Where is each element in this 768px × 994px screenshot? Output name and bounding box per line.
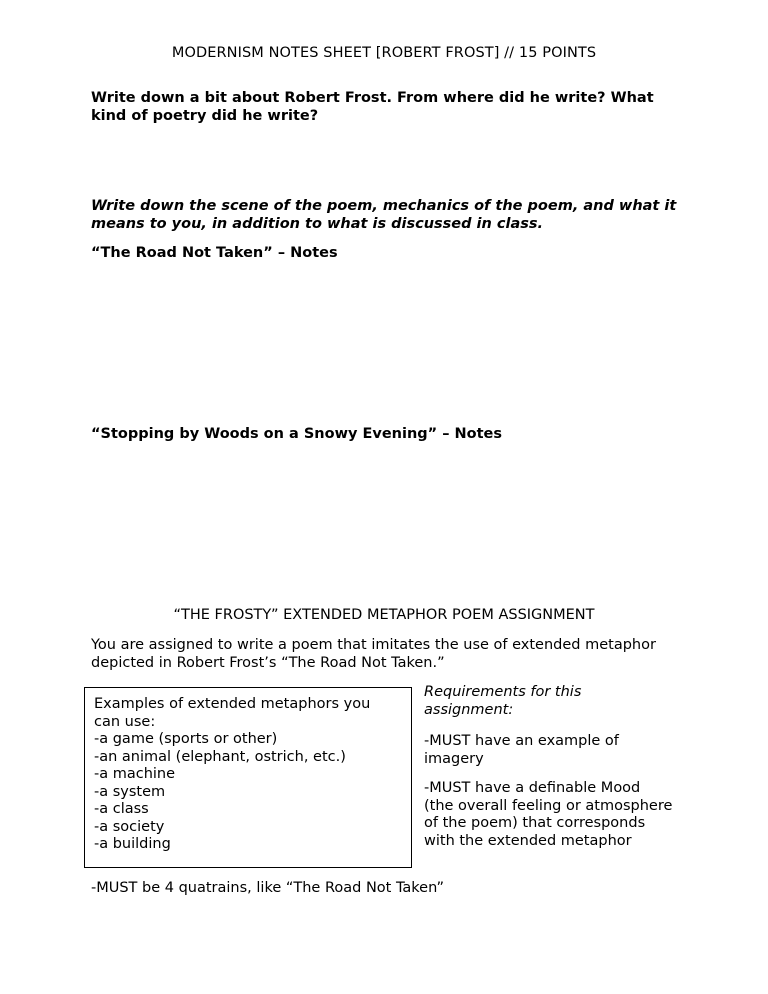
requirement-imagery: -MUST have an example of imagery	[424, 733, 619, 767]
examples-heading-line2: can use:	[94, 713, 156, 730]
examples-box	[84, 687, 412, 868]
example-item: -a machine	[94, 766, 176, 782]
examples-heading-line1: Examples of extended metaphors you	[94, 696, 371, 712]
requirement-mood: -MUST have a definable Mood (the overall feeling or atmosphere of the poem) that corresponds with the extended metaphor	[424, 780, 673, 849]
example-item: -an animal (elephant, ostrich, etc.)	[94, 748, 346, 765]
poem-notes-instructions: Write down the scene of the poem, mechanics of the poem, and what it means to you, in addition to what is discussed in class.	[91, 198, 677, 232]
requirements-heading: Requirements for this assignment:	[424, 684, 582, 718]
road-not-taken-notes-heading: “The Road Not Taken” – Notes	[91, 245, 338, 261]
example-item: -a class	[94, 801, 149, 817]
assignment-intro: You are assigned to write a poem that imitates the use of extended metaphor depicted in Robert Frost’s “The Road Not Taken.”	[91, 637, 656, 671]
example-item: -a game (sports or other)	[94, 731, 278, 747]
example-item: -a building	[94, 836, 171, 852]
example-item: -a society	[94, 818, 165, 835]
requirement-quatrains: -MUST be 4 quatrains, like “The Road Not Taken”	[91, 880, 445, 896]
page-title: MODERNISM NOTES SHEET [ROBERT FROST] // 15 POINTS	[171, 45, 597, 61]
stopping-by-woods-notes-heading: “Stopping by Woods on a Snowy Evening” – Notes	[91, 426, 503, 442]
assignment-title: “THE FROSTY” EXTENDED METAPHOR POEM ASSIGNMENT	[173, 607, 595, 623]
frost-background-prompt: Write down a bit about Robert Frost. From where did he write? What kind of poetry did he write?	[91, 90, 654, 124]
example-item: -a system	[94, 783, 166, 800]
